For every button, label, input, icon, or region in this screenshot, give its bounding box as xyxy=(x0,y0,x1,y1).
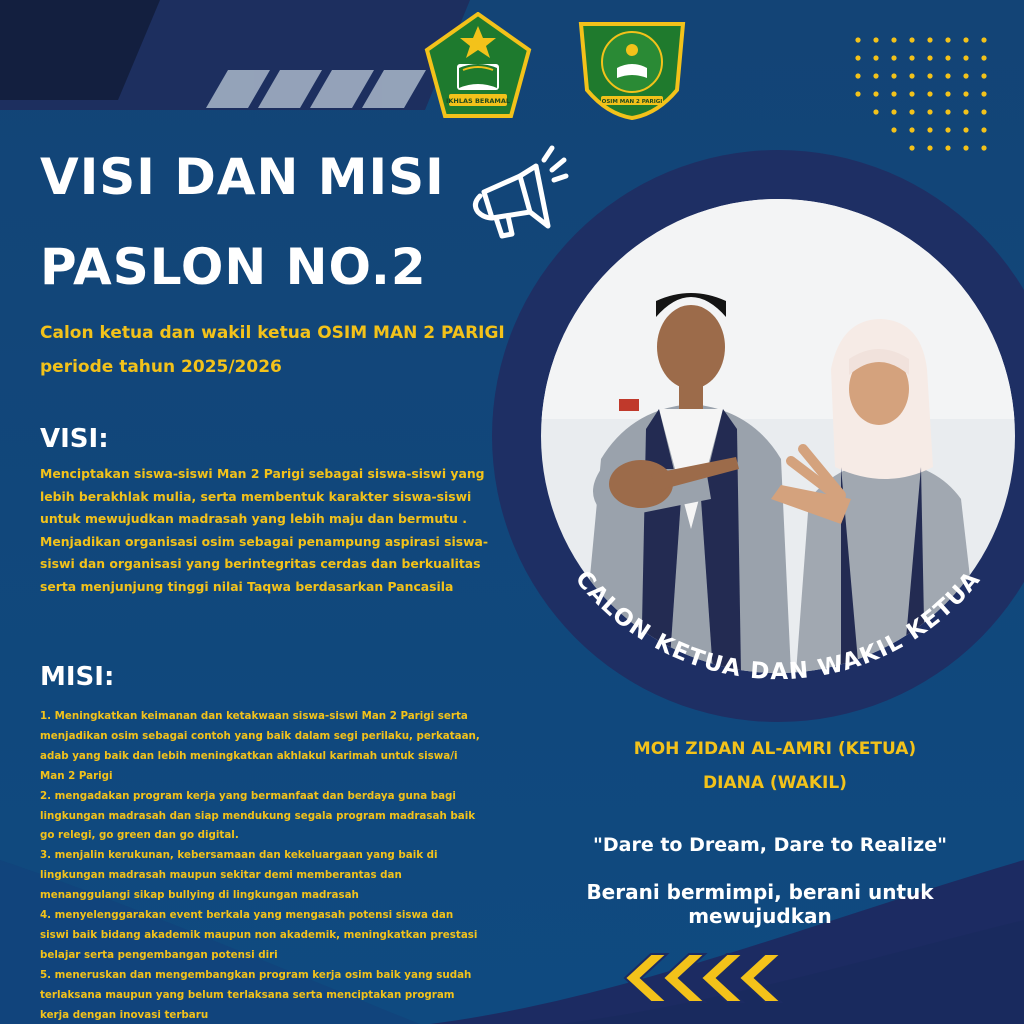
osim-man-2-parigi-logo-icon xyxy=(577,10,687,120)
misi-item: 1. Meningkatkan keimanan dan ketakwaan siswa-siswi Man 2 Parigi serta menjadikan osim sebagai contoh yang baik dalam segi perilaku, perkataan, adab yang baik dan lebih meningkatkan akhlakul karimah untuk siswa/i Man 2 Parigi xyxy=(40,710,480,782)
curved-label xyxy=(490,150,1024,726)
page-title-line1: VISI DAN MISI xyxy=(40,148,445,206)
misi-item: 4. menyelenggarakan event berkala yang mengasah potensi siswa dan siswi baik bidang akademik maupun non akademik, meningkatkan prestasi belajar serta pengembangan potensi diri xyxy=(40,909,478,961)
misi-item: 2. mengadakan program kerja yang bermanfaat dan berdaya guna bagi lingkungan madrasah dan siap mendukung segala program madrasah baik go relegi, go green dan go digital. xyxy=(40,789,476,842)
svg-text:OSIM MAN 2 PARIGI: OSIM MAN 2 PARIGI xyxy=(601,99,663,105)
svg-text:CALON KETUA DAN WAKIL KETUA xyxy=(570,566,986,685)
kemenag-logo-icon xyxy=(423,12,533,122)
visi-heading: VISI: xyxy=(40,424,109,454)
visi-text: Menciptakan siswa-siswi Man 2 Parigi sebagai siswa-siswi yang lebih berakhlak mulia, serta membentuk karakter siswa-siswi untuk mewujudkan madrasah yang lebih maju dan bermutu . Menjadikan organisasi osim sebagai penampung aspirasi siswa-siswi dan organisasi yang berintegritas cerdas dan berkualitas serta menjunjung tinggi nilai Taqwa berdasarkan Pancasila xyxy=(40,466,489,594)
misi-heading: MISI: xyxy=(40,662,115,692)
quote-text: "Dare to Dream, Dare to Realize" xyxy=(592,834,947,856)
svg-text:IKHLAS BERAMAL: IKHLAS BERAMAL xyxy=(445,97,511,105)
chevron-arrows-icon xyxy=(615,950,785,1006)
candidate-ketua-name: MOH ZIDAN AL-AMRI (KETUA) xyxy=(633,739,917,759)
candidate-wakil-name: DIANA (WAKIL) xyxy=(703,773,847,793)
curved-label-text: CALON KETUA DAN WAKIL KETUA xyxy=(569,566,987,686)
tagline-text: Berani bermimpi, berani untuk mewujudkan xyxy=(586,880,934,928)
dot-grid-icon xyxy=(852,34,992,164)
misi-item: 3. menjalin kerukunan, kebersamaan dan kekeluargaan yang baik di lingkungan madrasah maupun sekitar demi memberantas dan menanggulangi sikap bullying di lingkungan madrasah xyxy=(40,849,438,902)
misi-list xyxy=(40,707,480,1024)
page-title-line2: PASLON NO.2 xyxy=(40,238,427,296)
misi-item: 5. meneruskan dan mengembangkan program kerja osim baik yang sudah terlaksana maupun yang belum terlaksana serta menciptakan program kerja dengan inovasi terbaru xyxy=(40,968,472,1021)
subtitle: Calon ketua dan wakil ketua OSIM MAN 2 PARIGI periode tahun 2025/2026 xyxy=(40,323,505,377)
